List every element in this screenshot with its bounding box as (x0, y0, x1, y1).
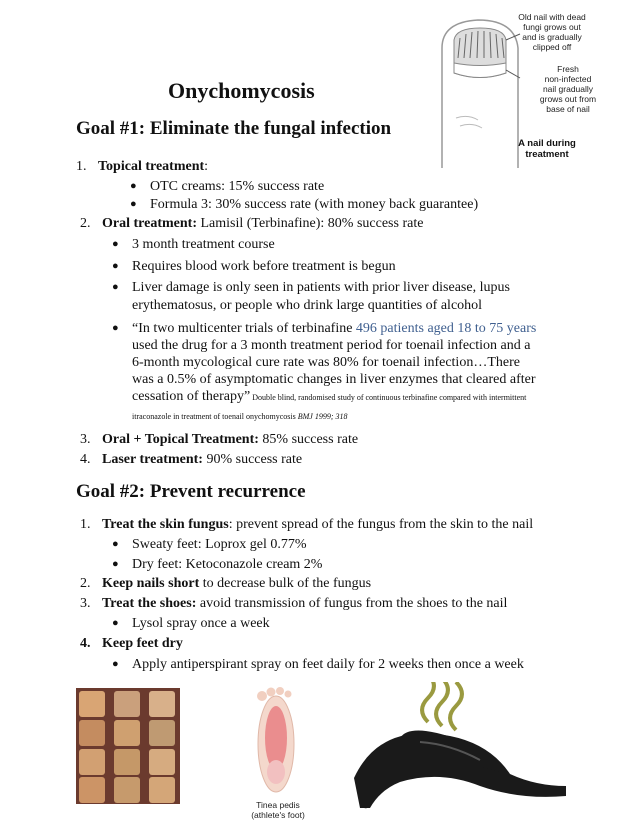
list-item-continuation: erythematosus, or people who drink large quantities of alcohol (132, 298, 483, 313)
list-item: ● Liver damage is only seen in patients with prior liver disease, lupus (112, 280, 510, 295)
nail-figure (420, 8, 630, 168)
list-item: ● Dry feet: Ketoconazole cream 2% (112, 557, 323, 572)
shoe-figure (340, 682, 572, 812)
nail-photo-grid (76, 688, 180, 804)
goal2-item1: 1. Treat the skin fungus: prevent spread of the fungus from the skin to the nail (80, 517, 534, 532)
goal1-item1: 1. Topical treatment: (76, 159, 209, 174)
note-fresh-nail: Fresh non-infected nail gradually grows out from base of nail (539, 64, 597, 114)
citation-continued: itraconazole in treatment of toenail onychomycosis BMJ 1999; 318 (132, 412, 348, 421)
goal2-item3: 3. Treat the shoes: avoid transmission of fungus from the shoes to the nail (80, 596, 508, 611)
list-item: ● OTC creams: 15% success rate (130, 179, 325, 194)
page-title: Onychomycosis (168, 78, 315, 103)
list-item: ● Formula 3: 30% success rate (with money back guarantee) (130, 197, 479, 212)
goal2-item4: 4. Keep feet dry (80, 636, 183, 651)
study-quote: ● “In two multicenter trials of terbinafine 496 patients aged 18 to 75 years used the drug for a 3 month treatment period for toenail infection and a 6-month mycological cure rate was 80% for toenail infection…There was a 0.5% of asymptomatic changes in liver enzymes that cleared after cessation of therapy” Double blind, randomised study of continuous terbinafine compared with intermittent itraconazole in treatment of toenail onychomycosis BMJ 1999; 318 (112, 320, 612, 421)
list-item: ● 3 month treatment course (112, 237, 275, 252)
foot-illustration (246, 682, 310, 800)
tinea-pedis-figure (246, 682, 310, 822)
goal1-item3: 3. Oral + Topical Treatment: 85% success rate (80, 432, 359, 447)
list-item: ● Lysol spray once a week (112, 616, 270, 631)
goal2-heading: Goal #2: Prevent recurrence (76, 481, 306, 502)
foot-caption: Tinea pedis (athlete's foot) (251, 800, 305, 820)
nail-figure-caption: A nail during treatment (518, 138, 576, 160)
list-item: ● Sweaty feet: Loprox gel 0.77% (112, 537, 307, 552)
goal1-item2: 2. Oral treatment: Lamisil (Terbinafine): 80% success rate (80, 216, 424, 231)
goal1-heading: Goal #1: Eliminate the fungal infection (76, 118, 392, 139)
note-dead-nail: Old nail with dead fungi grows out and is gradually clipped off (518, 12, 586, 52)
citation: Double blind, randomised study of continuous terbinafine compared with intermittent (250, 393, 527, 402)
list-item: ● Requires blood work before treatment is begun (112, 259, 396, 274)
shoe-illustration (340, 682, 572, 812)
goal1-item4: 4. Laser treatment: 90% success rate (80, 452, 303, 467)
list-item: ● Apply antiperspirant spray on feet daily for 2 weeks then once a week (112, 657, 524, 672)
goal2-item2: 2. Keep nails short to decrease bulk of the fungus (80, 576, 372, 591)
